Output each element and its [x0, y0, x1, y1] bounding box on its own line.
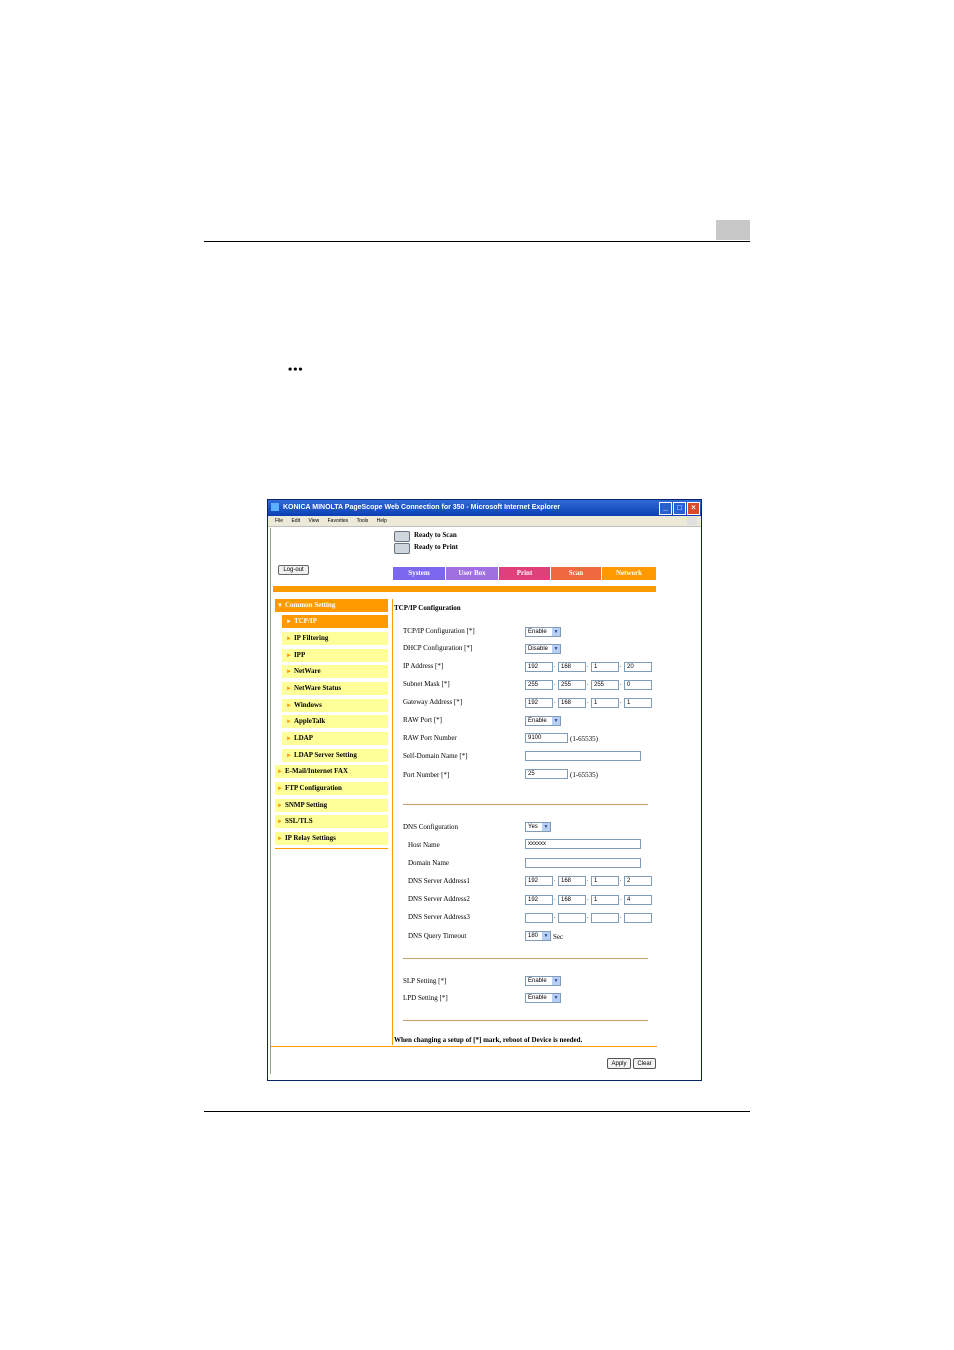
subnet-mask-label: Subnet Mask [*] [403, 680, 450, 688]
dns1-octet-3[interactable]: 1 [591, 876, 619, 886]
divider [403, 1020, 648, 1021]
sidebar-item-ftp-configuration[interactable]: ► FTP Configuration [275, 782, 388, 795]
dns-config-select[interactable]: Yes ▼ [525, 822, 551, 832]
tab-scan[interactable]: Scan [551, 567, 601, 580]
ip-octet-2[interactable]: 168 [558, 662, 586, 672]
sidebar-item-common-setting[interactable]: ▼ Common Setting [275, 599, 388, 612]
subnet-octet-1[interactable]: 255 [525, 680, 553, 690]
dns3-octet-2[interactable] [558, 913, 586, 923]
footer-rule [204, 1111, 750, 1112]
subnet-octet-3[interactable]: 255 [591, 680, 619, 690]
raw-port-number-input[interactable]: 9100 [525, 733, 568, 743]
raw-port-select[interactable]: Enable ▼ [525, 716, 561, 726]
dns-timeout-select[interactable]: 180 ▼ [525, 931, 551, 941]
dns-timeout-label: DNS Query Timeout [408, 932, 467, 940]
main-divider [392, 599, 393, 1045]
dns3-octet-4[interactable] [624, 913, 652, 923]
ip-address-label: IP Address [*] [403, 662, 444, 670]
raw-port-label: RAW Port [*] [403, 716, 442, 724]
dns1-octet-1[interactable]: 192 [525, 876, 553, 886]
printer-icon [394, 543, 410, 554]
tab-print[interactable]: Print [499, 567, 550, 580]
sidebar-item-ldap-server-setting[interactable]: ► LDAP Server Setting [282, 749, 388, 762]
tab-network[interactable]: Network [602, 567, 656, 580]
frame-left-edge [270, 528, 271, 1074]
scan-status: Ready to Scan [414, 531, 457, 539]
dns2-label: DNS Server Address2 [408, 895, 470, 903]
divider [403, 958, 648, 959]
dns2-octet-2[interactable]: 168 [558, 895, 586, 905]
ip-octet-4[interactable]: 20 [624, 662, 652, 672]
header-bar [273, 586, 656, 592]
clear-button[interactable]: Clear [633, 1058, 656, 1069]
dns3-octet-3[interactable] [591, 913, 619, 923]
port-number-range: (1-65535) [570, 771, 598, 779]
ie-icon [271, 503, 279, 511]
sidebar-item-netware-status[interactable]: ► NetWare Status [282, 682, 388, 695]
dns2-octet-3[interactable]: 1 [591, 895, 619, 905]
browser-window: KONICA MINOLTA PageScope Web Connection for 350 - Microsoft Internet Explorer _ □ × File Edit View Favorites Tools Help Ready to Scan Ready to Print Log-out System User Box Print Scan Network ▼ Common Setting ► TCP/IP ► IP Filtering ► IPP ► NetWare ► NetWare Status ► Windows ► AppleTalk ► LDAP ► LDAP Server Setting ► E-Mail/Internet FAX ► FTP Configuration ► SNMP Setting ► SSL/TLS ► IP Relay Settings TCP/IP Configuration TCP/IP Configuration [*] Enable ▼ DHCP Configuration [*] Disable ▼ IP Address [*] 192 . 168 . 1 . 20 Subnet Mask [*] 255 . 255 . 255 . 0 Gateway Address [*] 192 . 168 . 1 . 1 RAW Port [*] Enable ▼ RAW Port Number 9100 (1-65535) Self-Domain Name [*] Port Number [*] 25 (1-65535) DNS Configuration Yes ▼ Host Name xxxxxx Domain Name DNS Server Address1 192 . 168 . 1 . 2 DNS Server Address2 192 . 168 . 1 . 4 DNS Server Address3 . . . DNS Query Timeout 180 ▼ Sec SLP Setting [*] Enable ▼ LPD Setting [*] Enable ▼ When changing a setup of [*] mark, reboot of Device is needed. Apply Clear [267, 499, 702, 1081]
domain-name-input[interactable] [525, 858, 641, 868]
host-name-input[interactable]: xxxxxx [525, 839, 641, 849]
chevron-down-icon: ▼ [553, 646, 559, 652]
subnet-octet-2[interactable]: 255 [558, 680, 586, 690]
self-domain-input[interactable] [525, 751, 641, 761]
sidebar-item-netware[interactable]: ► NetWare [282, 665, 388, 678]
subnet-octet-4[interactable]: 0 [624, 680, 652, 690]
tab-system[interactable]: System [393, 567, 445, 580]
sidebar-item-email-internet-fax[interactable]: ► E-Mail/Internet FAX [275, 765, 388, 778]
menu-edit[interactable]: Edit [291, 518, 301, 524]
lpd-select[interactable]: Enable ▼ [525, 993, 561, 1003]
menu-help[interactable]: Help [376, 518, 387, 524]
tcpip-config-select[interactable]: Enable ▼ [525, 627, 561, 637]
chevron-down-icon: ▼ [553, 978, 559, 984]
header-rule [204, 241, 750, 242]
close-icon[interactable]: × [687, 502, 700, 515]
port-number-input[interactable]: 25 [525, 769, 568, 779]
chevron-down-icon: ▼ [543, 933, 549, 939]
chevron-down-icon: ▼ [553, 718, 559, 724]
gateway-octet-3[interactable]: 1 [591, 698, 619, 708]
gateway-label: Gateway Address [*] [403, 698, 463, 706]
menu-view[interactable]: View [308, 518, 320, 524]
gateway-octet-4[interactable]: 1 [624, 698, 652, 708]
dhcp-config-select[interactable]: Disable ▼ [525, 644, 561, 654]
lpd-label: LPD Setting [*] [403, 994, 448, 1002]
dns2-octet-1[interactable]: 192 [525, 895, 553, 905]
sidebar-end-rule [275, 848, 388, 849]
dns2-octet-4[interactable]: 4 [624, 895, 652, 905]
chapter-tab [716, 220, 750, 240]
menu-file[interactable]: File [275, 518, 284, 524]
dns1-octet-2[interactable]: 168 [558, 876, 586, 886]
sidebar-item-appletalk[interactable]: ► AppleTalk [282, 715, 388, 728]
gateway-octet-2[interactable]: 168 [558, 698, 586, 708]
menu-tools[interactable]: Tools [356, 518, 369, 524]
slp-select[interactable]: Enable ▼ [525, 976, 561, 986]
ip-octet-1[interactable]: 192 [525, 662, 553, 672]
gateway-octet-1[interactable]: 192 [525, 698, 553, 708]
self-domain-label: Self-Domain Name [*] [403, 752, 468, 760]
section-title: TCP/IP Configuration [394, 604, 461, 612]
window-title: KONICA MINOLTA PageScope Web Connection for 350 - Microsoft Internet Explorer [282, 504, 561, 511]
sidebar-item-ssl-tls[interactable]: ► SSL/TLS [275, 815, 388, 828]
dns3-octet-1[interactable] [525, 913, 553, 923]
menu-favorites[interactable]: Favorites [327, 518, 349, 524]
dns-timeout-unit: Sec [553, 933, 564, 941]
sidebar-item-snmp-setting[interactable]: ► SNMP Setting [275, 799, 388, 812]
dns-config-label: DNS Configuration [403, 823, 459, 831]
sidebar-item-tcpip[interactable]: ► TCP/IP [282, 615, 388, 628]
port-number-label: Port Number [*] [403, 771, 450, 779]
dns1-octet-4[interactable]: 2 [624, 876, 652, 886]
sidebar-item-ldap[interactable]: ► LDAP [282, 732, 388, 745]
menu-bar [268, 516, 701, 527]
ip-octet-3[interactable]: 1 [591, 662, 619, 672]
apply-button[interactable]: Apply [607, 1058, 631, 1069]
reboot-note: When changing a setup of [*] mark, reboot of Device is needed. [394, 1036, 583, 1044]
sidebar-item-ip-filtering[interactable]: ► IP Filtering [282, 632, 388, 645]
print-status: Ready to Print [414, 543, 458, 551]
maximize-icon[interactable]: □ [673, 502, 686, 515]
divider [403, 804, 648, 805]
raw-port-range: (1-65535) [570, 735, 598, 743]
footer-bar [271, 1046, 657, 1047]
dhcp-config-label: DHCP Configuration [*] [403, 644, 473, 652]
scanner-icon [394, 531, 410, 542]
dns3-label: DNS Server Address3 [408, 913, 470, 921]
dots-icon: ••• [288, 362, 304, 376]
windows-logo-icon [687, 517, 697, 525]
sidebar-item-ipp[interactable]: ► IPP [282, 649, 388, 662]
chevron-down-icon: ▼ [553, 995, 559, 1001]
chevron-down-icon: ▼ [553, 629, 559, 635]
domain-name-label: Domain Name [408, 859, 450, 867]
logout-button[interactable]: Log-out [278, 565, 309, 575]
slp-label: SLP Setting [*] [403, 977, 447, 985]
host-name-label: Host Name [408, 841, 440, 849]
minimize-icon[interactable]: _ [659, 502, 672, 515]
sidebar-item-windows[interactable]: ► Windows [282, 699, 388, 712]
title-bar [268, 500, 701, 516]
dns1-label: DNS Server Address1 [408, 877, 470, 885]
raw-port-number-label: RAW Port Number [403, 734, 457, 742]
sidebar-item-ip-relay-settings[interactable]: ► IP Relay Settings [275, 832, 388, 845]
tcpip-config-label: TCP/IP Configuration [*] [403, 627, 475, 635]
chevron-down-icon: ▼ [543, 824, 549, 830]
tab-user-box[interactable]: User Box [446, 567, 498, 580]
